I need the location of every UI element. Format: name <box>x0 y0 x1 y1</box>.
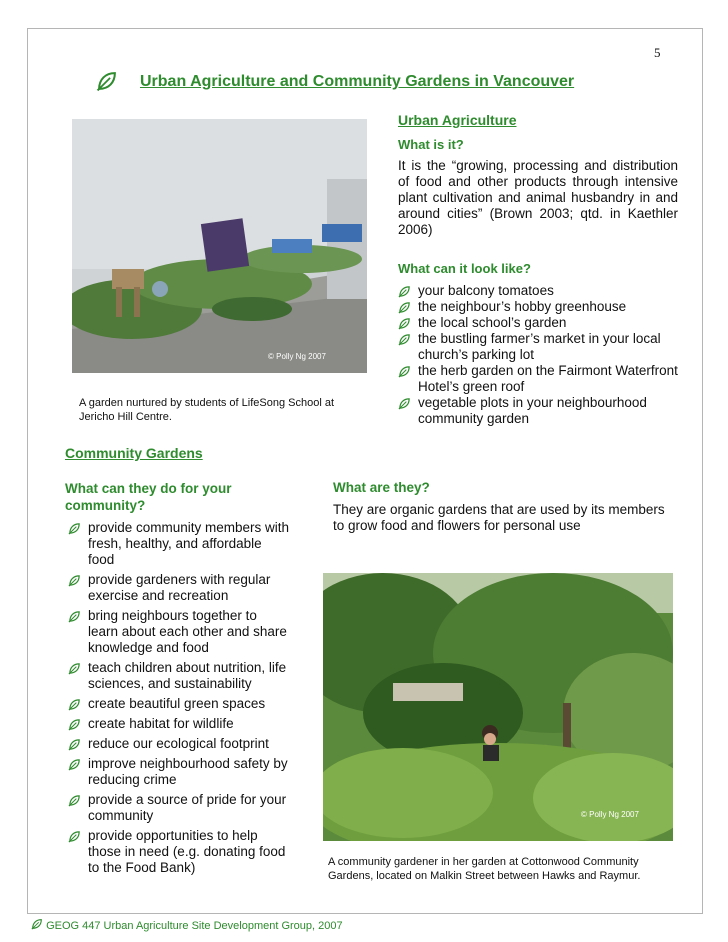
photo1-watermark: © Polly Ng 2007 <box>268 352 326 361</box>
leaf-icon <box>398 365 411 378</box>
leaf-icon <box>68 738 81 751</box>
list-item <box>68 520 290 568</box>
community-garden-benefits <box>68 520 290 880</box>
list-item <box>398 331 680 363</box>
list-item-text: the bustling farmer’s market in your local church’s parking lot <box>418 331 661 362</box>
list-item <box>68 756 290 788</box>
community-gardens-heading: Community Gardens <box>65 445 203 461</box>
photo2-caption: A community gardener in her garden at Cottonwood Community Gardens, located on Malkin Street between Hawks and Raymur. <box>328 856 641 882</box>
list-item-text: improve neighbourhood safety by reducing crime <box>88 756 288 787</box>
leaf-icon <box>398 317 411 330</box>
leaf-icon <box>68 698 81 711</box>
list-item <box>68 608 290 656</box>
community-gardens-definition: They are organic gardens that are used by its members to grow food and flowers for personal use <box>333 502 665 533</box>
list-item-text: teach children about nutrition, life sciences, and sustainability <box>88 660 287 691</box>
list-item-text: the local school’s garden <box>418 315 567 330</box>
list-item-text: provide community members with fresh, healthy, and affordable food <box>88 520 290 567</box>
leaf-icon <box>68 794 81 807</box>
leaf-icon <box>96 70 118 92</box>
list-item-text: the herb garden on the Fairmont Waterfront Hotel’s green roof <box>418 363 678 394</box>
list-item <box>68 792 290 824</box>
benefits-heading: What can they do for your community? <box>65 481 232 513</box>
list-item <box>398 299 680 315</box>
list-item-text: vegetable plots in your neighbourhood community garden <box>418 395 647 426</box>
leaf-icon <box>68 610 81 623</box>
urban-agriculture-examples <box>398 283 680 427</box>
leaf-icon <box>398 301 411 314</box>
what-is-it-heading: What is it? <box>398 137 464 152</box>
list-item <box>68 736 290 752</box>
garden-photo-lifesong <box>72 119 367 373</box>
leaf-icon <box>68 758 81 771</box>
leaf-icon <box>398 333 411 346</box>
list-item <box>68 716 290 732</box>
leaf-icon <box>68 830 81 843</box>
urban-agriculture-definition: It is the “growing, processing and distribution of food and other products through intensive plant cultivation and animal husbandry in and around cities” (Brown 2003; qtd. in Kaethler 2006) <box>398 158 678 237</box>
page-title: Urban Agriculture and Community Gardens in Vancouver <box>140 73 575 90</box>
list-item-text: create beautiful green spaces <box>88 696 266 711</box>
leaf-icon <box>68 718 81 731</box>
list-item <box>398 315 680 331</box>
leaf-icon <box>68 522 81 535</box>
leaf-icon <box>398 397 411 410</box>
page-number: 5 <box>654 45 661 60</box>
list-item <box>398 363 680 395</box>
list-item-text: the neighbour’s hobby greenhouse <box>418 299 627 314</box>
list-item-text: provide gardeners with regular exercise and recreation <box>88 572 271 603</box>
leaf-icon <box>68 574 81 587</box>
list-item-text: provide opportunities to help those in need (e.g. donating food to the Food Bank) <box>88 828 286 875</box>
list-item-text: provide a source of pride for your community <box>88 792 287 823</box>
list-item <box>68 696 290 712</box>
garden-photo-cottonwood <box>323 573 673 841</box>
list-item-text: reduce our ecological footprint <box>88 736 269 751</box>
footer-text: GEOG 447 Urban Agriculture Site Development Group, 2007 <box>46 920 343 932</box>
list-item <box>398 283 680 299</box>
list-item <box>68 828 290 876</box>
leaf-icon <box>398 285 411 298</box>
what-are-they-heading: What are they? <box>333 480 430 495</box>
list-item <box>68 660 290 692</box>
list-item-text: create habitat for wildlife <box>88 716 234 731</box>
leaf-icon <box>68 662 81 675</box>
leaf-icon <box>31 918 43 930</box>
photo1-caption: A garden nurtured by students of LifeSong School at Jericho Hill Centre. <box>79 397 335 423</box>
urban-agriculture-heading: Urban Agriculture <box>398 112 517 128</box>
list-item-text: your balcony tomatoes <box>418 283 554 298</box>
photo2-watermark: © Polly Ng 2007 <box>581 810 639 819</box>
list-item-text: bring neighbours together to learn about each other and share knowledge and food <box>88 608 287 655</box>
list-item <box>398 395 680 427</box>
footer <box>31 918 343 932</box>
list-item <box>68 572 290 604</box>
look-like-heading: What can it look like? <box>398 261 531 276</box>
